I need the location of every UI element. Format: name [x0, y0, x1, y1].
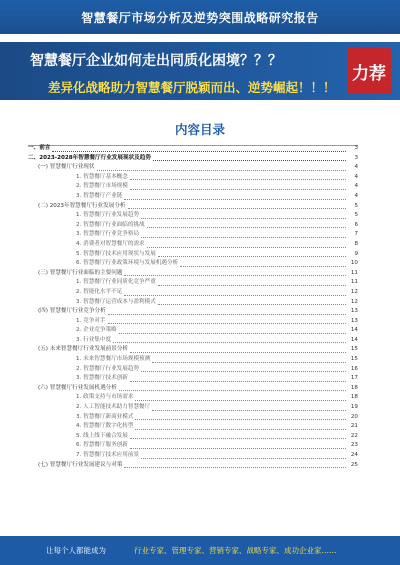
- toc-entry-label: 3. 智慧餐厅运营成本与盈利模式: [76, 298, 156, 305]
- toc-leader-dots: [52, 151, 346, 152]
- toc-entry[interactable]: [28, 182, 358, 192]
- toc-entry[interactable]: [28, 192, 358, 202]
- toc-leader-dots: [130, 448, 346, 449]
- toc-entry[interactable]: [28, 173, 358, 183]
- toc-entry[interactable]: [28, 403, 358, 413]
- toc-entry[interactable]: [28, 288, 358, 298]
- footer-tagline: 让每个人都能成为: [46, 546, 106, 555]
- toc-entry[interactable]: [28, 163, 358, 173]
- toc-entry-label: 1. 未来智慧餐厅市场规模预测: [76, 356, 151, 363]
- toc-entry[interactable]: [28, 432, 358, 442]
- toc-entry-page: 4: [354, 192, 358, 199]
- toc-entry-label: 2. 人工智能技术助力智慧餐厅: [76, 404, 151, 411]
- toc-entry-page: 25: [350, 461, 358, 468]
- toc-entry[interactable]: [28, 221, 358, 231]
- toc-entry-page: 14: [350, 336, 358, 343]
- toc-entry-label: (一) 智慧餐厅行业现状: [38, 164, 95, 171]
- toc-entry-label: 2. 智慧餐厅行业面临的挑战: [76, 221, 145, 228]
- toc-entry[interactable]: [28, 317, 358, 327]
- toc-entry-page: 14: [350, 327, 358, 334]
- toc-entry-label: 2. 智慧餐厅行业发展趋势: [76, 365, 140, 372]
- toc-leader-dots: [130, 179, 346, 180]
- toc-leader-dots: [128, 208, 346, 209]
- toc-entry-label: 3. 智慧餐厅技术创新: [76, 375, 128, 382]
- toc-leader-dots: [135, 400, 346, 401]
- toc-leader-dots: [158, 304, 346, 305]
- toc-leader-dots: [130, 438, 346, 439]
- toc-leader-dots: [130, 189, 346, 190]
- toc-entry[interactable]: [28, 259, 358, 269]
- toc-leader-dots: [124, 275, 346, 276]
- toc-leader-dots: [130, 381, 346, 382]
- toc-entry-label: 1. 政策支持与市场需求: [76, 394, 134, 401]
- toc-entry-label: 3. 行业集中度: [76, 336, 112, 343]
- toc-entry[interactable]: [28, 240, 358, 250]
- toc-leader-dots: [141, 218, 346, 219]
- toc-entry[interactable]: [28, 144, 358, 154]
- toc-leader-dots: [119, 333, 346, 334]
- toc-leader-dots: [124, 467, 346, 468]
- toc-entry-page: 16: [350, 365, 358, 372]
- toc-leader-dots: [180, 266, 346, 267]
- toc-entry[interactable]: [28, 336, 358, 346]
- toc-leader-dots: [141, 458, 346, 459]
- toc-entry-label: 4. 消费者对智慧餐厅的需求: [76, 240, 145, 247]
- toc-entry[interactable]: [28, 298, 358, 308]
- toc-entry-label: 2. 智慧餐厅市场规模: [76, 183, 128, 190]
- toc-entry-page: 22: [350, 432, 358, 439]
- toc-leader-dots: [135, 429, 346, 430]
- toc-leader-dots: [141, 371, 346, 372]
- toc-entry-label: 2. 智能化水平不足: [76, 288, 123, 295]
- toc-entry-page: 12: [350, 298, 358, 305]
- toc-entry[interactable]: [28, 211, 358, 221]
- toc-entry[interactable]: [28, 326, 358, 336]
- report-title-bar: [0, 0, 400, 34]
- toc-entry-page: 4: [354, 183, 358, 190]
- toc-leader-dots: [119, 390, 346, 391]
- hero-banner: [0, 42, 400, 100]
- toc-entry-label: (三) 智慧餐厅行业面临的主要问题: [38, 269, 123, 276]
- toc-leader-dots: [108, 323, 347, 324]
- footer-banner: [0, 536, 400, 565]
- toc-leader-dots: [152, 362, 346, 363]
- toc-entry-label: 1. 智慧餐厅行业发展趋势: [76, 212, 140, 219]
- toc-entry[interactable]: [28, 413, 358, 423]
- toc-leader-dots: [108, 314, 346, 315]
- toc-entry-label: 7. 智慧餐厅技术应用前景: [76, 452, 140, 458]
- toc-leader-dots: [152, 410, 346, 411]
- toc-entry[interactable]: [28, 374, 358, 384]
- toc-entry-label: 3. 智慧餐厅产业链: [76, 192, 123, 199]
- toc-entry-page: 13: [350, 308, 358, 315]
- toc-leader-dots: [124, 199, 346, 200]
- toc-entry-page: 13: [350, 317, 358, 324]
- toc-entry-page: 15: [350, 346, 358, 353]
- toc-leader-dots: [97, 170, 347, 171]
- toc-leader-dots: [153, 160, 346, 161]
- toc-entry-label: 6. 智慧餐厅行业政策环境与发展机遇分析: [76, 260, 179, 267]
- toc-entry[interactable]: [28, 278, 358, 288]
- table-of-contents: [28, 144, 358, 470]
- toc-entry-page: 8: [354, 240, 358, 247]
- toc-entry-label: (二) 2023年智慧餐厅行业发展分析: [38, 202, 126, 209]
- toc-entry-page: 9: [354, 250, 358, 257]
- toc-entry-page: 3: [354, 154, 358, 161]
- toc-entry-page: 15: [350, 356, 358, 363]
- toc-leader-dots: [141, 237, 346, 238]
- toc-entry-label: 3. 智慧餐厅行业竞争格局: [76, 231, 140, 238]
- toc-leader-dots: [147, 227, 346, 228]
- toc-entry-page: 6: [354, 221, 358, 228]
- toc-entry-label: 1. 智慧餐厅基本概念: [76, 173, 128, 180]
- hero-headline: 智慧餐厅企业如何走出同质化困境？？？: [30, 53, 282, 69]
- toc-entry-page: 18: [350, 394, 358, 401]
- toc-entry-page: 11: [350, 279, 358, 286]
- toc-entry-label: 2. 企业竞争策略: [76, 327, 117, 334]
- toc-leader-dots: [158, 285, 346, 286]
- toc-entry-label: 4. 智慧餐厅数字化转型: [76, 423, 134, 430]
- toc-entry-label: (五) 未来智慧餐厅行业发展前景分析: [38, 346, 129, 353]
- toc-entry-label: 5. 智慧餐厅技术应用现状与发展: [76, 250, 156, 257]
- footer-roles: 行业专家、管理专家、营销专家、战略专家、成功企业家……: [134, 546, 337, 555]
- toc-entry-label: 1. 智慧餐厅行业同质化竞争严重: [76, 279, 156, 286]
- toc-entry[interactable]: [28, 202, 358, 212]
- toc-entry[interactable]: [28, 441, 358, 451]
- toc-entry-page: 24: [350, 452, 358, 458]
- toc-entry[interactable]: [28, 230, 358, 240]
- recommend-badge: 力荐: [347, 48, 391, 94]
- report-title: 智慧餐厅市场分析及逆势突围战略研究报告: [81, 10, 319, 25]
- toc-entry[interactable]: [28, 154, 358, 164]
- hero-subheadline: 差异化战略助力智慧餐厅脱颖而出、逆势崛起！！！: [48, 80, 336, 95]
- toc-entry-page: 11: [350, 269, 358, 276]
- toc-entry[interactable]: [28, 345, 358, 355]
- toc-entry-page: 4: [354, 164, 358, 171]
- toc-leader-dots: [158, 256, 346, 257]
- toc-entry[interactable]: [28, 451, 358, 461]
- toc-entry[interactable]: [28, 365, 358, 375]
- toc-leader-dots: [130, 352, 346, 353]
- toc-entry-page: 12: [350, 288, 358, 295]
- toc-entry-page: 10: [350, 260, 358, 267]
- toc-entry-label: (六) 智慧餐厅行业发展机遇分析: [38, 384, 117, 391]
- toc-entry-page: 5: [354, 212, 358, 219]
- toc-entry[interactable]: [28, 355, 358, 365]
- toc-entry[interactable]: [28, 307, 358, 317]
- toc-entry[interactable]: [28, 384, 358, 394]
- toc-entry-label: 1. 竞争对手: [76, 317, 106, 324]
- toc-leader-dots: [135, 419, 346, 420]
- toc-entry-label: (七) 智慧餐厅行业发展建议与对策: [38, 461, 123, 468]
- toc-entry-page: 5: [354, 202, 358, 209]
- toc-entry[interactable]: [28, 422, 358, 432]
- toc-entry-label: 5. 线上线下融合发展: [76, 432, 128, 439]
- toc-entry[interactable]: [28, 393, 358, 403]
- toc-entry[interactable]: [28, 269, 358, 279]
- toc-entry[interactable]: [28, 250, 358, 260]
- toc-title: 内容目录: [174, 122, 225, 137]
- toc-entry-page: 20: [350, 413, 358, 420]
- toc-leader-dots: [147, 247, 346, 248]
- toc-entry-label: (四) 智慧餐厅行业竞争分析: [38, 308, 106, 315]
- toc-leader-dots: [124, 295, 346, 296]
- toc-leader-dots: [113, 342, 346, 343]
- toc-entry-page: 4: [354, 173, 358, 180]
- toc-entry-label: 一、前言: [28, 145, 51, 151]
- toc-entry-page: 17: [350, 375, 358, 382]
- toc-entry-label: 3. 智慧餐厅新商业模式: [76, 413, 134, 420]
- toc-entry-label: 二、2023-2028年智慧餐厅行业发展现状及趋势: [28, 154, 151, 161]
- toc-entry-page: 23: [350, 442, 358, 449]
- toc-entry-page: 19: [350, 404, 358, 411]
- toc-entry-label: 6. 智慧餐厅服务创新: [76, 442, 128, 449]
- toc-entry-page: 7: [354, 231, 358, 238]
- toc-entry-page: 21: [350, 423, 358, 430]
- toc-entry[interactable]: [28, 461, 358, 471]
- toc-entry-page: 3: [354, 145, 358, 151]
- toc-entry-page: 18: [350, 384, 358, 391]
